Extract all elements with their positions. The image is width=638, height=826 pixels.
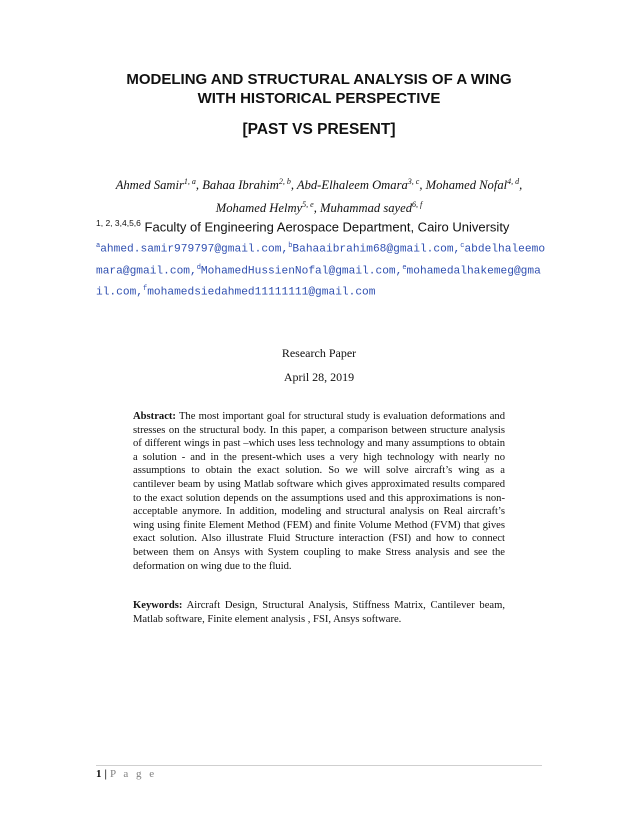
paper-title-line-1: MODELING AND STRUCTURAL ANALYSIS OF A WING (126, 71, 512, 88)
author-name: Mohamed Nofal (425, 178, 508, 193)
author-affiliation-sup: 3, c (407, 177, 420, 186)
author-separator: , (519, 178, 523, 193)
page-footer (96, 768, 157, 780)
footer-separator: | (104, 768, 107, 780)
email-sup: c (460, 242, 465, 250)
keywords (133, 599, 505, 626)
email-sup: e (402, 263, 407, 272)
email-link[interactable]: ahmed.samir979797@gmail.com (100, 243, 282, 256)
paper-title-line-3: [PAST VS PRESENT] (242, 121, 396, 138)
paper-title-line-2: WITH HISTORICAL PERSPECTIVE (197, 90, 441, 107)
email-list (96, 237, 546, 302)
paper-type: Research Paper (281, 346, 357, 360)
author-affiliation-sup: 2, b (278, 177, 291, 186)
email-link[interactable]: mohamedalhakemeg@gmail.com (96, 265, 541, 300)
author-name: Mohamed Helmy (215, 201, 303, 216)
email-separator: , (136, 287, 144, 300)
email-sup: d (196, 263, 201, 272)
author-separator: , (290, 178, 297, 193)
author-name: Bahaa Ibrahim (202, 178, 279, 193)
email-sup: b (288, 242, 293, 250)
author-affiliation-sup: 1, a (183, 177, 196, 186)
affiliation-sup: 1, 2, 3,4,5,6 (96, 218, 141, 228)
abstract (133, 410, 505, 573)
keywords-label: Keywords: (133, 600, 183, 611)
abstract-text: The most important goal for structural study is evaluation deformations and stresses on the structural body. In this paper, a comparison between structure analysis of different wings in past –which uses less technology and many assumptions to obtain a solution - and in the present-which uses a very high technology with nearly no assumptions to obtain the exact solution. So we will solve aircraft’s wing as a cantilever beam by using Matlab software which gives approximated results compared to the exact solution depends on the assumptions used and this approximations is non-acceptable anymore. In addition, modeling and structural analysis on Real aircraft’s wing using finite Element Method (FEM) and finite Volume Method (FVM) that gives exact solution. Also illustrate Fluid Structure interaction (FSI) and how to connect between them on Ansys with System coupling to make Stress analysis and see the deformation on wing due to the fluid. (133, 411, 505, 572)
page-word: P a g e (109, 768, 157, 780)
email-link[interactable]: abdelhaleemomara@gmail.com (96, 243, 546, 278)
email-separator: , (395, 265, 403, 278)
author-affiliation-sup: 6, f (412, 200, 423, 210)
author-separator: , (313, 201, 320, 216)
email-link[interactable]: MohamedHussienNofal@gmail.com (200, 265, 396, 278)
paper-date: April 28, 2019 (283, 370, 355, 384)
email-separator: , (281, 243, 289, 256)
email-sup: a (96, 242, 101, 250)
email-separator: , (453, 243, 461, 256)
email-link[interactable]: Bahaaibrahim68@gmail.com (292, 243, 454, 256)
page-number: 1 (96, 768, 102, 780)
email-sup: f (143, 285, 148, 294)
email-link[interactable]: mohamedsiedahmed11111111@gmail.com (147, 287, 376, 300)
abstract-label: Abstract: (133, 411, 176, 422)
footer-divider (96, 765, 542, 766)
author-separator: , (419, 178, 426, 193)
author-name: Abd-Elhaleem Omara (296, 178, 408, 193)
author-affiliation-sup: 5, e (302, 200, 314, 210)
email-separator: , (190, 265, 197, 278)
affiliation-text: Faculty of Engineering Aerospace Department, Cairo University (144, 219, 510, 235)
affiliation (96, 214, 509, 236)
author-name: Ahmed Samir (115, 178, 184, 193)
author-list (96, 172, 542, 218)
author-affiliation-sup: 4, d (507, 177, 520, 186)
keywords-text: Aircraft Design, Structural Analysis, Stiffness Matrix, Cantilever beam, Matlab software, Finite element analysis , FSI, Ansys software. (133, 600, 505, 625)
author-separator: , (195, 178, 203, 193)
author-name: Muhammad sayed (320, 201, 412, 216)
